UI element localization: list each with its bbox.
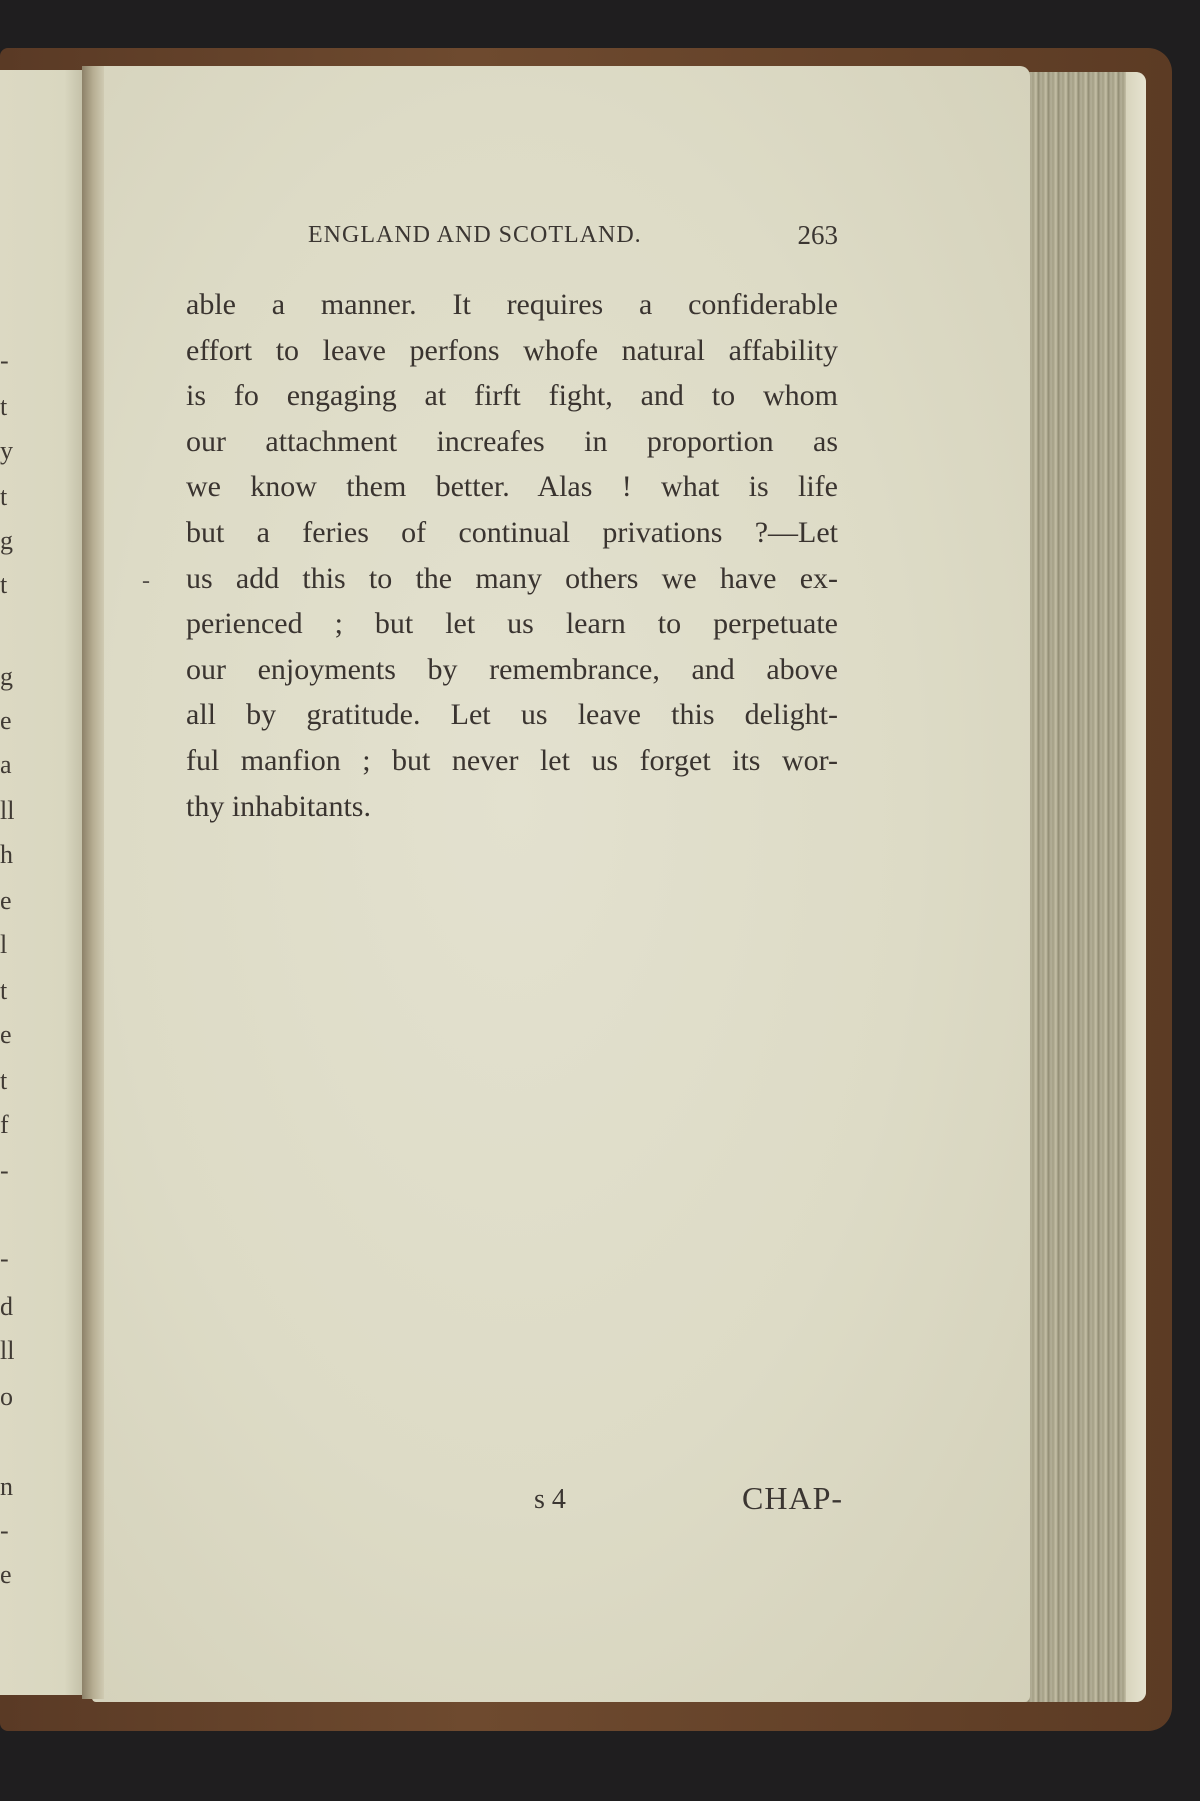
left-fragment: d <box>0 1292 13 1321</box>
left-fragment: t <box>0 482 8 511</box>
text-line: ful manfion ; but never let us forget its wor- <box>186 743 838 777</box>
left-fragment: - <box>0 1244 9 1273</box>
left-fragment: - <box>0 1516 9 1545</box>
left-fragment: a <box>0 750 12 779</box>
left-fragment: o <box>0 1382 13 1411</box>
left-fragment: t <box>0 392 8 421</box>
left-page-fragments <box>0 70 26 1695</box>
text-line: us add this to the many others we have ex- <box>186 561 838 595</box>
left-fragment: t <box>0 570 8 599</box>
left-fragment: e <box>0 706 12 735</box>
left-fragment: t <box>0 976 8 1005</box>
signature-mark: s 4 <box>534 1484 566 1515</box>
text-line: but a feries of continual privations ?—Let <box>186 515 838 549</box>
left-fragment: h <box>0 840 13 869</box>
left-fragment: ll <box>0 1336 15 1365</box>
left-fragment: g <box>0 662 13 691</box>
running-title: ENGLAND AND SCOTLAND. <box>308 222 642 248</box>
text-line: thy inhabitants. <box>186 789 371 823</box>
left-fragment: - <box>0 346 9 375</box>
body-text <box>186 282 838 829</box>
left-fragment: e <box>0 1560 12 1589</box>
text-line: effort to leave perfons whofe natural affability <box>186 333 838 367</box>
left-fragment: e <box>0 1020 12 1049</box>
left-page <box>0 70 92 1695</box>
running-head <box>308 222 838 256</box>
left-fragment: f <box>0 1110 9 1139</box>
left-fragment: t <box>0 1066 8 1095</box>
book-gutter <box>82 66 104 1699</box>
left-fragment: e <box>0 886 12 915</box>
left-fragment: l <box>0 930 8 959</box>
left-fragment: g <box>0 526 13 555</box>
text-line: we know them better. Alas ! what is life <box>186 470 838 504</box>
left-fragment: ll <box>0 796 15 825</box>
text-line: all by gratitude. Let us leave this delight- <box>186 698 838 732</box>
catchword: CHAP- <box>742 1480 844 1516</box>
text-line: our enjoyments by remembrance, and above <box>186 652 838 686</box>
text-line: is fo engaging at firft fight, and to whom <box>186 379 838 413</box>
text-line: able a manner. It requires a confiderable <box>186 288 838 321</box>
page-number: 263 <box>797 220 838 250</box>
margin-mark: - <box>142 568 150 594</box>
page-block-edges <box>1018 72 1146 1702</box>
text-line: perienced ; but let us learn to perpetuate <box>186 607 838 641</box>
left-fragment: y <box>0 436 13 465</box>
text-line: our attachment increafes in proportion as <box>186 424 838 458</box>
left-fragment: - <box>0 1156 9 1185</box>
left-fragment: n <box>0 1472 13 1501</box>
